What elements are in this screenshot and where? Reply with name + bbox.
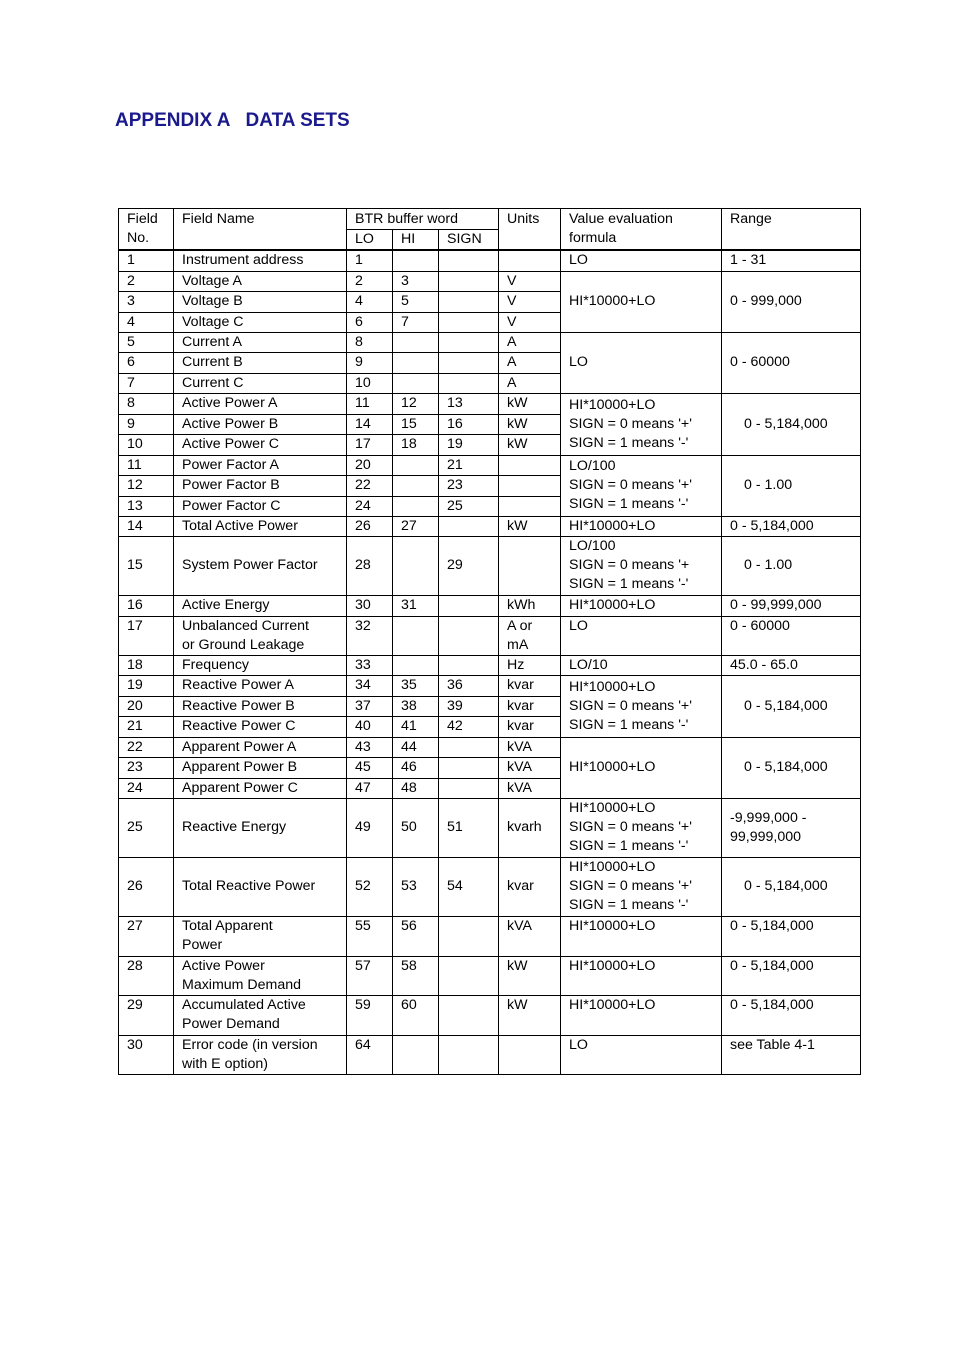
sign-cell [439, 595, 499, 616]
lo-cell: 49 [347, 798, 393, 857]
units-cell: kVA [499, 757, 561, 778]
hi-cell: 27 [393, 516, 439, 536]
units-cell: A or mA [499, 616, 561, 655]
field-no-cell: 6 [119, 352, 174, 373]
value-evaluation-cell: HI*10000+LO [561, 271, 722, 332]
sign-cell [439, 291, 499, 312]
field-name-cell: Total Apparent Power [174, 916, 347, 956]
table-row [119, 271, 861, 291]
sign-cell: 19 [439, 434, 499, 455]
field-no-cell: 5 [119, 332, 174, 352]
hi-cell: 12 [393, 393, 439, 414]
range-cell: 1 - 31 [722, 250, 861, 271]
units-cell: V [499, 291, 561, 312]
units-cell: kvar [499, 696, 561, 716]
lo-cell: 14 [347, 414, 393, 434]
sign-cell [439, 737, 499, 757]
table-row [119, 393, 861, 414]
field-no-cell: 24 [119, 778, 174, 798]
field-no-cell: 17 [119, 616, 174, 655]
hi-cell: 5 [393, 291, 439, 312]
header-row [119, 209, 861, 230]
hi-cell: 15 [393, 414, 439, 434]
units-cell: A [499, 373, 561, 393]
sign-cell [439, 516, 499, 536]
field-no-cell: 22 [119, 737, 174, 757]
field-name-cell: Reactive Power C [174, 716, 347, 737]
field-name-cell: Voltage C [174, 312, 347, 332]
sign-cell: 39 [439, 696, 499, 716]
value-evaluation-cell: LO [561, 616, 722, 655]
sign-cell: 54 [439, 857, 499, 916]
sign-cell [439, 332, 499, 352]
hi-cell [393, 332, 439, 352]
field-no-cell: 27 [119, 916, 174, 956]
lo-cell: 45 [347, 757, 393, 778]
field-name-cell: Active Power C [174, 434, 347, 455]
sign-cell [439, 312, 499, 332]
sign-cell [439, 655, 499, 675]
field-name-cell: Total Reactive Power [174, 857, 347, 916]
value-evaluation-cell: HI*10000+LO [561, 595, 722, 616]
field-name-cell: Current A [174, 332, 347, 352]
page-title: APPENDIX A DATA SETS [115, 110, 350, 131]
range-cell: 0 - 1.00 [722, 536, 861, 595]
field-no-cell: 20 [119, 696, 174, 716]
value-evaluation-cell: HI*10000+LO SIGN = 0 means '+' SIGN = 1 means '-' [561, 393, 722, 455]
sign-cell: 51 [439, 798, 499, 857]
range-cell: 0 - 99,999,000 [722, 595, 861, 616]
units-cell: kW [499, 956, 561, 995]
range-cell: see Table 4-1 [722, 1035, 861, 1074]
lo-cell: 33 [347, 655, 393, 675]
field-no-cell: 10 [119, 434, 174, 455]
hi-cell [393, 373, 439, 393]
sign-cell: 16 [439, 414, 499, 434]
field-no-cell: 23 [119, 757, 174, 778]
field-no-cell: 4 [119, 312, 174, 332]
range-cell: 0 - 5,184,000 [722, 916, 861, 956]
lo-cell: 59 [347, 995, 393, 1035]
value-evaluation-cell: LO/10 [561, 655, 722, 675]
field-no-cell: 7 [119, 373, 174, 393]
field-name-cell: Voltage B [174, 291, 347, 312]
field-no-cell: 28 [119, 956, 174, 995]
units-cell: kVA [499, 778, 561, 798]
sign-cell: 13 [439, 393, 499, 414]
lo-cell: 9 [347, 352, 393, 373]
units-cell: kWh [499, 595, 561, 616]
header-field-name: Field Name [174, 209, 347, 251]
lo-cell: 20 [347, 455, 393, 475]
units-cell [499, 250, 561, 271]
units-cell: kW [499, 516, 561, 536]
value-evaluation-cell: LO/100 SIGN = 0 means '+ SIGN = 1 means '-' [561, 536, 722, 595]
field-no-cell: 16 [119, 595, 174, 616]
value-evaluation-cell: HI*10000+LO [561, 737, 722, 798]
field-no-cell: 8 [119, 393, 174, 414]
field-name-cell: Reactive Power A [174, 675, 347, 696]
lo-cell: 34 [347, 675, 393, 696]
hi-cell [393, 536, 439, 595]
hi-cell: 58 [393, 956, 439, 995]
sign-cell: 36 [439, 675, 499, 696]
value-evaluation-cell: HI*10000+LO [561, 995, 722, 1035]
range-cell: 0 - 5,184,000 [722, 516, 861, 536]
field-no-cell: 19 [119, 675, 174, 696]
units-cell: kvar [499, 716, 561, 737]
field-no-cell: 26 [119, 857, 174, 916]
sign-cell [439, 616, 499, 655]
hi-cell: 60 [393, 995, 439, 1035]
lo-cell: 55 [347, 916, 393, 956]
sign-cell [439, 250, 499, 271]
field-name-cell: Frequency [174, 655, 347, 675]
table-row [119, 798, 861, 857]
sign-cell: 29 [439, 536, 499, 595]
lo-cell: 64 [347, 1035, 393, 1074]
field-no-cell: 9 [119, 414, 174, 434]
sign-cell [439, 352, 499, 373]
table-row [119, 916, 861, 956]
sign-cell [439, 757, 499, 778]
field-name-cell: Active Power B [174, 414, 347, 434]
field-name-cell: Reactive Power B [174, 696, 347, 716]
units-cell: kVA [499, 916, 561, 956]
sign-cell: 42 [439, 716, 499, 737]
lo-cell: 26 [347, 516, 393, 536]
range-cell: 0 - 5,184,000 [722, 956, 861, 995]
field-no-cell: 13 [119, 496, 174, 516]
table-row [119, 675, 861, 696]
value-evaluation-cell: HI*10000+LO [561, 916, 722, 956]
sign-cell [439, 956, 499, 995]
hi-cell [393, 655, 439, 675]
field-name-cell: Current B [174, 352, 347, 373]
field-no-cell: 12 [119, 475, 174, 496]
hi-cell: 18 [393, 434, 439, 455]
value-evaluation-cell: HI*10000+LO SIGN = 0 means '+' SIGN = 1 means '-' [561, 857, 722, 916]
hi-cell: 48 [393, 778, 439, 798]
range-cell: 0 - 5,184,000 [722, 995, 861, 1035]
sign-cell [439, 995, 499, 1035]
units-cell: kW [499, 995, 561, 1035]
hi-cell: 46 [393, 757, 439, 778]
sign-cell [439, 1035, 499, 1074]
hi-cell [393, 455, 439, 475]
field-name-cell: Unbalanced Current or Ground Leakage [174, 616, 347, 655]
range-cell: 0 - 1.00 [722, 455, 861, 516]
table-row [119, 595, 861, 616]
lo-cell: 40 [347, 716, 393, 737]
field-name-cell: Apparent Power B [174, 757, 347, 778]
value-evaluation-cell: LO [561, 250, 722, 271]
sign-cell [439, 271, 499, 291]
range-cell: 0 - 5,184,000 [722, 675, 861, 737]
field-no-cell: 14 [119, 516, 174, 536]
units-cell: A [499, 352, 561, 373]
value-evaluation-cell: LO [561, 1035, 722, 1074]
hi-cell: 41 [393, 716, 439, 737]
lo-cell: 47 [347, 778, 393, 798]
lo-cell: 4 [347, 291, 393, 312]
field-no-cell: 1 [119, 250, 174, 271]
hi-cell: 53 [393, 857, 439, 916]
header-field-no: Field No. [119, 209, 174, 251]
lo-cell: 1 [347, 250, 393, 271]
units-cell: kW [499, 434, 561, 455]
lo-cell: 43 [347, 737, 393, 757]
hi-cell [393, 475, 439, 496]
header-range: Range [722, 209, 861, 251]
units-cell: A [499, 332, 561, 352]
lo-cell: 10 [347, 373, 393, 393]
field-name-cell: Power Factor C [174, 496, 347, 516]
hi-cell: 50 [393, 798, 439, 857]
range-cell: -9,999,000 - 99,999,000 [722, 798, 861, 857]
units-cell: Hz [499, 655, 561, 675]
hi-cell: 44 [393, 737, 439, 757]
lo-cell: 37 [347, 696, 393, 716]
field-name-cell: Instrument address [174, 250, 347, 271]
lo-cell: 22 [347, 475, 393, 496]
sign-cell: 25 [439, 496, 499, 516]
units-cell [499, 536, 561, 595]
field-name-cell: Accumulated Active Power Demand [174, 995, 347, 1035]
table-row [119, 332, 861, 352]
sign-cell [439, 916, 499, 956]
value-evaluation-cell: HI*10000+LO [561, 956, 722, 995]
units-cell: kvar [499, 857, 561, 916]
lo-cell: 11 [347, 393, 393, 414]
field-name-cell: Apparent Power C [174, 778, 347, 798]
field-name-cell: Power Factor A [174, 455, 347, 475]
field-no-cell: 29 [119, 995, 174, 1035]
units-cell: kVA [499, 737, 561, 757]
hi-cell: 31 [393, 595, 439, 616]
table-row [119, 737, 861, 757]
value-evaluation-cell: LO/100 SIGN = 0 means '+' SIGN = 1 means '-' [561, 455, 722, 516]
table-row [119, 956, 861, 995]
units-cell: kvarh [499, 798, 561, 857]
field-name-cell: Error code (in version with E option) [174, 1035, 347, 1074]
hi-cell: 38 [393, 696, 439, 716]
units-cell [499, 475, 561, 496]
field-name-cell: Reactive Energy [174, 798, 347, 857]
sign-cell: 21 [439, 455, 499, 475]
lo-cell: 52 [347, 857, 393, 916]
field-name-cell: Current C [174, 373, 347, 393]
value-evaluation-cell: LO [561, 332, 722, 393]
header-hi: HI [393, 230, 439, 251]
hi-cell [393, 496, 439, 516]
data-sets-table [118, 208, 861, 1075]
field-name-cell: Power Factor B [174, 475, 347, 496]
units-cell [499, 496, 561, 516]
range-cell: 0 - 5,184,000 [722, 737, 861, 798]
field-name-cell: System Power Factor [174, 536, 347, 595]
table-row [119, 536, 861, 595]
field-no-cell: 11 [119, 455, 174, 475]
lo-cell: 28 [347, 536, 393, 595]
table-row [119, 1035, 861, 1074]
units-cell: V [499, 271, 561, 291]
hi-cell: 7 [393, 312, 439, 332]
range-cell: 0 - 999,000 [722, 271, 861, 332]
table-row [119, 250, 861, 271]
range-cell: 0 - 5,184,000 [722, 393, 861, 455]
table-row [119, 857, 861, 916]
range-cell: 0 - 5,184,000 [722, 857, 861, 916]
lo-cell: 2 [347, 271, 393, 291]
hi-cell: 56 [393, 916, 439, 956]
range-cell: 0 - 60000 [722, 332, 861, 393]
sign-cell [439, 373, 499, 393]
field-no-cell: 30 [119, 1035, 174, 1074]
header-sign: SIGN [439, 230, 499, 251]
field-no-cell: 2 [119, 271, 174, 291]
field-no-cell: 15 [119, 536, 174, 595]
hi-cell [393, 352, 439, 373]
hi-cell [393, 250, 439, 271]
units-cell: kvar [499, 675, 561, 696]
units-cell: V [499, 312, 561, 332]
range-cell: 45.0 - 65.0 [722, 655, 861, 675]
units-cell [499, 1035, 561, 1074]
units-cell: kW [499, 414, 561, 434]
range-cell: 0 - 60000 [722, 616, 861, 655]
lo-cell: 57 [347, 956, 393, 995]
lo-cell: 30 [347, 595, 393, 616]
hi-cell [393, 1035, 439, 1074]
header-units: Units [499, 209, 561, 251]
field-no-cell: 21 [119, 716, 174, 737]
field-name-cell: Active Power Maximum Demand [174, 956, 347, 995]
lo-cell: 24 [347, 496, 393, 516]
field-no-cell: 3 [119, 291, 174, 312]
field-name-cell: Apparent Power A [174, 737, 347, 757]
field-no-cell: 18 [119, 655, 174, 675]
value-evaluation-cell: HI*10000+LO SIGN = 0 means '+' SIGN = 1 means '-' [561, 798, 722, 857]
sign-cell [439, 778, 499, 798]
hi-cell [393, 616, 439, 655]
header-value-evaluation: Value evaluation formula [561, 209, 722, 251]
hi-cell: 3 [393, 271, 439, 291]
table-row [119, 616, 861, 655]
header-btr-buffer-word: BTR buffer word [347, 209, 499, 230]
field-name-cell: Voltage A [174, 271, 347, 291]
field-name-cell: Active Energy [174, 595, 347, 616]
units-cell [499, 455, 561, 475]
table-row [119, 455, 861, 475]
sign-cell: 23 [439, 475, 499, 496]
hi-cell: 35 [393, 675, 439, 696]
value-evaluation-cell: HI*10000+LO SIGN = 0 means '+' SIGN = 1 means '-' [561, 675, 722, 737]
field-name-cell: Total Active Power [174, 516, 347, 536]
header-lo: LO [347, 230, 393, 251]
field-name-cell: Active Power A [174, 393, 347, 414]
table-row [119, 655, 861, 675]
lo-cell: 32 [347, 616, 393, 655]
table-row [119, 516, 861, 536]
table-row [119, 995, 861, 1035]
units-cell: kW [499, 393, 561, 414]
value-evaluation-cell: HI*10000+LO [561, 516, 722, 536]
field-no-cell: 25 [119, 798, 174, 857]
lo-cell: 6 [347, 312, 393, 332]
lo-cell: 8 [347, 332, 393, 352]
lo-cell: 17 [347, 434, 393, 455]
